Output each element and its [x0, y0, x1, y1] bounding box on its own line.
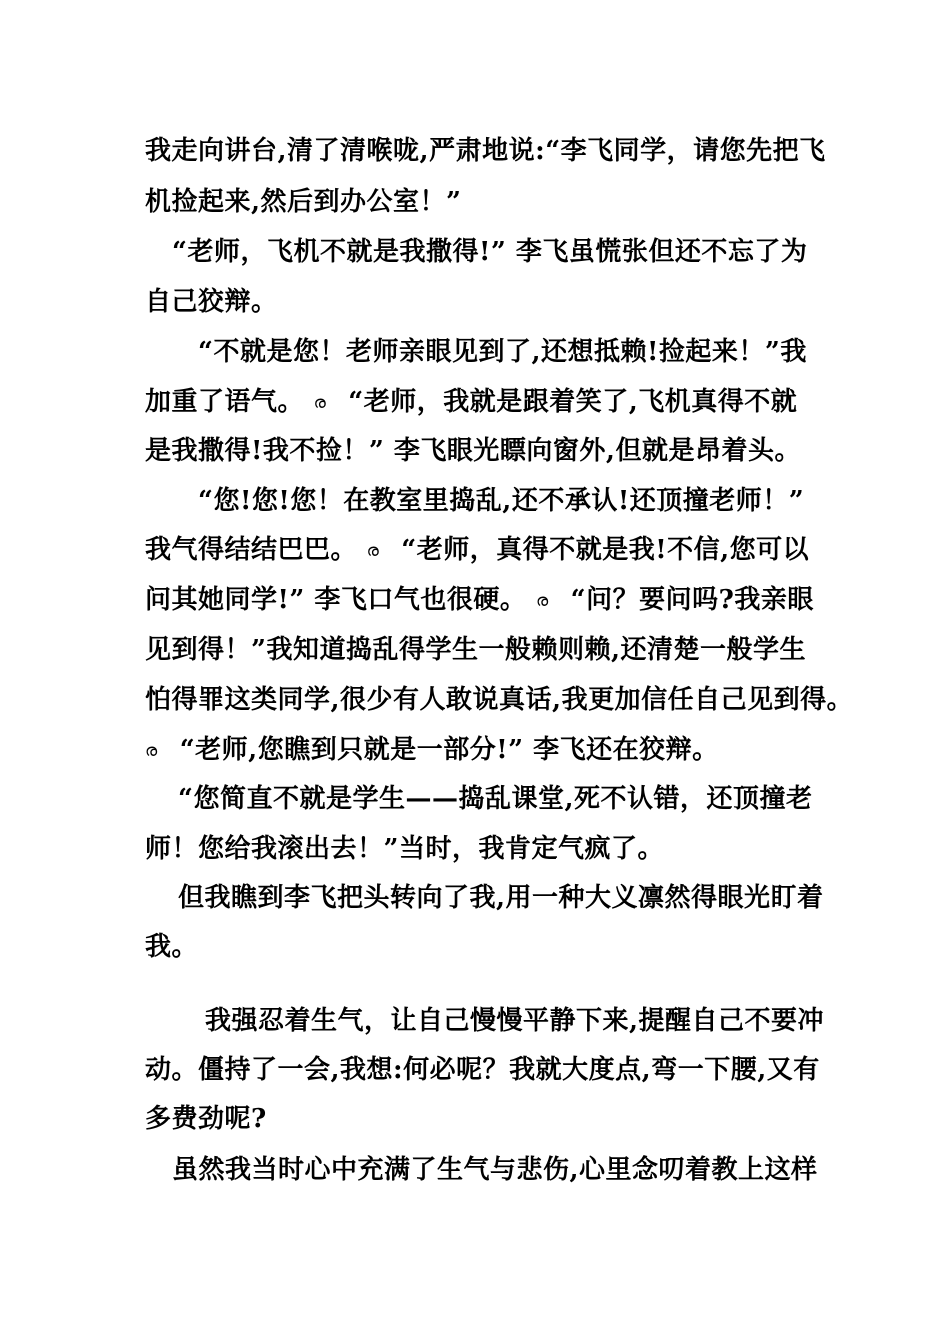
text-line: 虽然我当时心中充满了生气与悲伤,心里念叨着教上这样: [172, 1155, 818, 1185]
text-line: ര “老师,您瞧到只就是一部分!” 李飞还在狡辩。: [145, 733, 719, 768]
text-line: “不就是您！老师亲眼见到了,还想抵赖!捡起来！”我: [198, 337, 807, 367]
text-line: 但我瞧到李飞把头转向了我,用一种大义凛然得眼光盯着: [178, 883, 824, 913]
text-line: 加重了语气。 ര “老师，我就是跟着笑了,飞机真得不就: [145, 385, 797, 420]
text-line: “老师，飞机不就是我撒得!” 李飞虽慌张但还不忘了为: [172, 237, 808, 267]
text-line: 自己狡辩。: [145, 287, 278, 317]
text-line: 师！您给我滚出去！”当时，我肯定气疯了。: [145, 834, 664, 864]
text-line: 我强忍着生气，让自己慢慢平静下来,提醒自己不要冲: [205, 1006, 825, 1036]
text-line: 怕得罪这类同学,很少有人敢说真话,我更加信任自己见到得。: [145, 685, 854, 715]
paragraph-mark-icon: ര: [366, 541, 380, 561]
text-line: 我气得结结巴巴。 ര “老师，真得不就是我!不信,您可以: [145, 533, 809, 568]
text-line: 是我撒得!我不捡！” 李飞眼光瞟向窗外,但就是昂着头。: [145, 436, 801, 466]
paragraph-mark-icon: ര: [535, 591, 549, 611]
text-line: 动。僵持了一会,我想:何必呢？我就大度点,弯一下腰,又有: [145, 1055, 820, 1085]
text-line: “您!您!您！在教室里捣乱,还不承认!还顶撞老师！”: [198, 486, 805, 516]
paragraph-mark-icon: ര: [313, 393, 327, 413]
text-line: 我。: [145, 932, 199, 962]
text-line: 见到得！”我知道捣乱得学生一般赖则赖,还清楚一般学生: [145, 635, 807, 665]
paragraph-mark-icon: ര: [145, 741, 158, 761]
text-line: 我走向讲台,清了清喉咙,严肃地说:“李飞同学，请您先把飞: [145, 136, 826, 166]
text-line: 问其她同学!” 李飞口气也很硬。 ര “问？要问吗?我亲眼: [145, 583, 814, 618]
text-line: 机捡起来,然后到办公室！”: [145, 187, 462, 217]
text-line: 多费劲呢?: [145, 1104, 267, 1134]
text-line: “您简直不就是学生——捣乱课堂,死不认错，还顶撞老: [178, 784, 813, 814]
